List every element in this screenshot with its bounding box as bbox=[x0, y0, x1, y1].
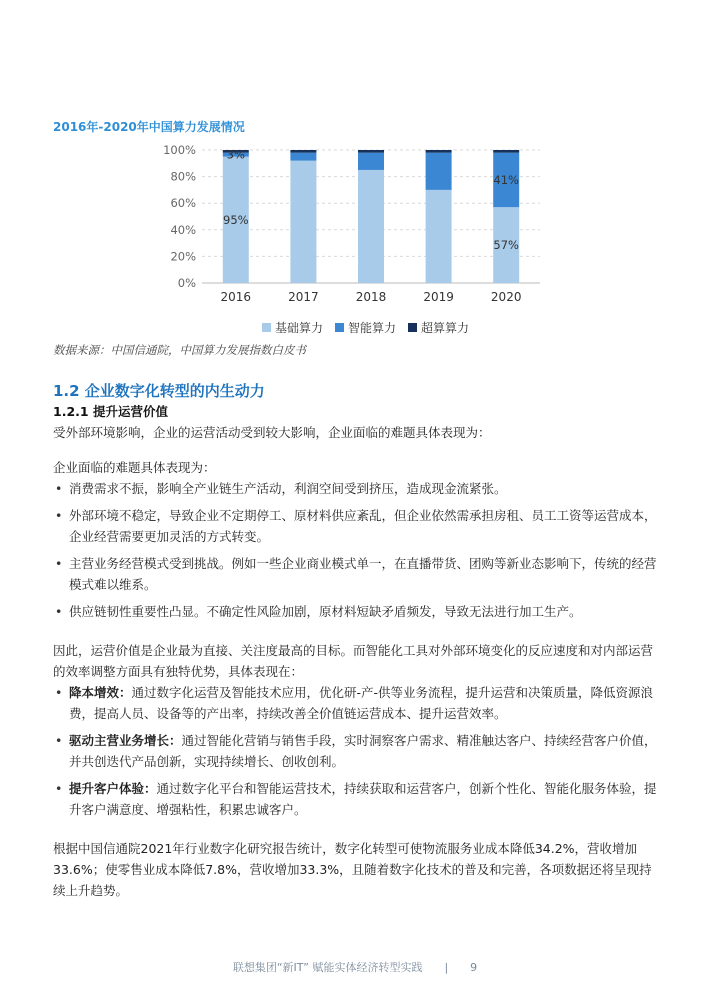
bar-basic-2018 bbox=[358, 170, 384, 283]
legend-item-supercomputing bbox=[408, 319, 469, 336]
list-item bbox=[53, 730, 658, 772]
advantages-list bbox=[53, 682, 658, 820]
intro-paragraph: 受外部环境影响，企业的运营活动受到较大影响，企业面临的难题具体表现为： bbox=[53, 425, 491, 440]
y-tick-label: 0% bbox=[177, 276, 196, 290]
legend-item-basic bbox=[262, 319, 323, 336]
data-label: 57% bbox=[493, 238, 519, 253]
y-tick-label: 60% bbox=[170, 196, 196, 211]
chart-title: 2016年-2020年中国算力发展情况 bbox=[53, 120, 245, 134]
advantage-text: 通过智能化营销与销售手段，实时洞察客户需求、精准触达客户、持续经营客户价值，并共创迭代产品创新，实现持续增长、创收创利。 bbox=[69, 733, 657, 769]
section-title: 1.2 企业数字化转型的内生动力 bbox=[53, 382, 265, 400]
data-label: 3% bbox=[226, 147, 245, 162]
bar-intelligent-2018 bbox=[358, 153, 384, 170]
problems-intro: 企业面临的难题具体表现为： bbox=[53, 460, 216, 475]
y-tick-label: 100% bbox=[163, 143, 196, 157]
subsection-title: 1.2.1 提升运营价值 bbox=[53, 404, 168, 419]
bar-basic-2019 bbox=[426, 190, 452, 283]
x-tick-label: 2020 bbox=[490, 290, 522, 304]
bar-intelligent-2019 bbox=[426, 153, 452, 190]
legend-swatch-intelligent bbox=[335, 323, 344, 332]
advantage-title: 驱动主营业务增长： bbox=[69, 733, 182, 748]
bar-intelligent-2017 bbox=[290, 153, 316, 161]
advantage-text: 通过数字化平台和智能运营技术，持续获取和运营客户，创新个性化、智能化服务体验，提升客户满意度、增强粘性，积累忠诚客户。 bbox=[69, 781, 657, 817]
legend-swatch-basic bbox=[262, 323, 271, 332]
source-note: 数据来源：中国信通院，中国算力发展指数白皮书 bbox=[53, 343, 306, 357]
bar-supercomputing-2020 bbox=[493, 150, 519, 153]
problems-list bbox=[53, 478, 658, 622]
chart-legend bbox=[262, 318, 469, 336]
legend-label-intelligent: 智能算力 bbox=[348, 320, 397, 335]
legend-swatch-supercomputing bbox=[408, 323, 417, 332]
list-item: • 供应链韧性重要性凸显。不确定性风险加剧，原材料短缺矛盾频发，导致无法进行加工生产。 bbox=[53, 601, 658, 622]
bar-supercomputing-2019 bbox=[426, 150, 452, 153]
footer-separator: | bbox=[444, 961, 449, 974]
bar-basic-2017 bbox=[290, 161, 316, 283]
bar-supercomputing-2017 bbox=[290, 150, 316, 153]
x-tick-label: 2017 bbox=[288, 290, 319, 304]
advantage-text: 通过数字化运营及智能技术应用，优化研-产-供等业务流程，提升运营和决策质量，降低资源浪费，提高人员、设备等的产出率，持续改善全价值链运营成本、提升运营效率。 bbox=[69, 685, 654, 721]
bar-supercomputing-2018 bbox=[358, 150, 384, 153]
list-item bbox=[53, 778, 658, 820]
y-tick-label: 80% bbox=[170, 169, 196, 184]
x-tick-label: 2019 bbox=[423, 290, 454, 304]
x-tick-label: 2016 bbox=[220, 290, 252, 304]
main-content bbox=[53, 380, 658, 901]
advantages-intro: 因此，运营价值是企业最为直接、关注度最高的目标。而智能化工具对外部环境变化的反应速度和对内部运营的效率调整方面具有独特优势，具体表现在： bbox=[53, 643, 654, 679]
x-tick-label: 2018 bbox=[355, 290, 387, 304]
y-tick-label: 20% bbox=[170, 249, 196, 264]
page-number: 9 bbox=[470, 961, 478, 974]
y-tick-label: 40% bbox=[170, 222, 196, 237]
advantage-title: 提升客户体验： bbox=[69, 781, 157, 796]
data-label: 95% bbox=[223, 212, 249, 227]
list-item: • 消费需求不振，影响全产业链生产活动，利润空间受到挤压，造成现金流紧张。 bbox=[53, 478, 658, 499]
list-item: • 主营业务经营模式受到挑战。例如一些企业商业模式单一，在直播带货、团购等新业态影响下，传统的经营模式难以维系。 bbox=[53, 553, 658, 595]
page-footer bbox=[0, 959, 710, 975]
legend-label-basic: 基础算力 bbox=[275, 320, 324, 335]
list-item bbox=[53, 682, 658, 724]
footer-title: 联想集团“新IT” 赋能实体经济转型实践 bbox=[232, 961, 423, 974]
advantage-title: 降本增效： bbox=[69, 685, 132, 700]
legend-label-supercomputing: 超算算力 bbox=[421, 320, 470, 335]
list-item: • 外部环境不稳定，导致企业不定期停工、原材料供应紊乱，但企业依然需承担房租、员工工资等运营成本，企业经营需要更加灵活的方式转变。 bbox=[53, 505, 658, 547]
closing-paragraph: 根据中国信通院2021年行业数字化研究报告统计，数字化转型可使物流服务业成本降低34.2%，营收增加33.6%；使零售业成本降低7.8%，营收增加33.3%，且随着数字化技术的普及和完善，各项数据还将呈现持续上升趋势。 bbox=[53, 841, 652, 898]
data-label: 41% bbox=[493, 172, 519, 187]
legend-item-intelligent bbox=[335, 319, 396, 336]
stacked-bar-chart bbox=[150, 140, 550, 315]
